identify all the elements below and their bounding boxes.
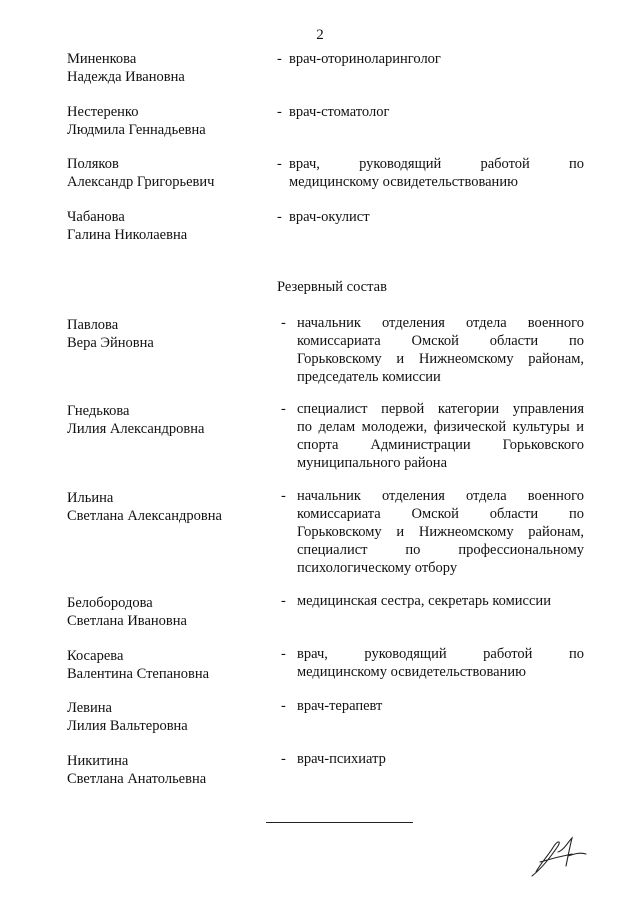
member-role — [297, 487, 584, 577]
member-given-name: Людмила Геннадьевна — [67, 122, 206, 138]
member-given-name: Лилия Александровна — [67, 421, 205, 437]
role-line: специалист по профессиональному — [297, 542, 584, 558]
member-surname: Миненкова — [67, 51, 137, 67]
dash: - — [281, 488, 286, 504]
member-given-name: Надежда Ивановна — [67, 69, 185, 85]
role-line: Горьковскому и Нижнеомскому районам, — [297, 524, 584, 540]
member-given-name: Светлана Анатольевна — [67, 771, 207, 787]
member-role — [289, 155, 584, 191]
member-role — [297, 645, 584, 681]
member-surname: Гнедькова — [67, 403, 130, 419]
role-line: спорта Администрации Горьковского — [297, 437, 584, 453]
member-role — [297, 592, 584, 610]
dash: - — [281, 646, 286, 662]
member-role — [297, 314, 584, 386]
member-surname: Ильина — [67, 490, 114, 506]
member-name — [67, 699, 267, 735]
member-name — [67, 402, 267, 438]
member-surname: Никитина — [67, 753, 129, 769]
role-line: врач, руководящий работой по — [297, 646, 584, 662]
role-line: председатель комиссии — [297, 369, 441, 385]
dash: - — [277, 156, 282, 172]
member-surname: Чабанова — [67, 209, 125, 225]
member-surname: Павлова — [67, 317, 119, 333]
member-surname: Левина — [67, 700, 112, 716]
role-line: медицинскому освидетельствованию — [297, 664, 526, 680]
member-surname: Поляков — [67, 156, 119, 172]
role-line: врач-окулист — [289, 209, 370, 225]
dash: - — [277, 104, 282, 120]
role-line: специалист первой категории управления — [297, 401, 584, 417]
dash: - — [277, 51, 282, 67]
member-given-name: Светлана Александровна — [67, 508, 222, 524]
member-given-name: Галина Николаевна — [67, 227, 188, 243]
member-name — [67, 50, 267, 86]
role-line: комиссариата Омской области по — [297, 333, 584, 349]
member-role — [289, 50, 584, 68]
role-line: врач-оториноларинголог — [289, 51, 441, 67]
closing-rule — [266, 822, 413, 823]
page-number: 2 — [316, 27, 324, 43]
role-line: врач, руководящий работой по — [289, 156, 584, 172]
member-surname: Белобородова — [67, 595, 153, 611]
member-given-name: Вера Эйновна — [67, 335, 154, 351]
member-name — [67, 316, 267, 352]
role-line: по делам молодежи, физической культуры и — [297, 419, 584, 435]
member-given-name: Валентина Степановна — [67, 666, 210, 682]
role-line: комиссариата Омской области по — [297, 506, 584, 522]
section-title-reserve: Резервный состав — [277, 279, 387, 295]
member-surname: Нестеренко — [67, 104, 139, 120]
signature-mark — [528, 832, 598, 882]
member-role — [297, 697, 584, 715]
member-given-name: Лилия Вальтеровна — [67, 718, 188, 734]
role-line: медицинскому освидетельствованию — [289, 174, 518, 190]
member-name — [67, 752, 267, 788]
member-role — [297, 400, 584, 472]
member-role — [289, 208, 584, 226]
role-line: врач-психиатр — [297, 751, 386, 767]
dash: - — [281, 698, 286, 714]
dash: - — [281, 315, 286, 331]
member-name — [67, 594, 267, 630]
role-line: психологическому отбору — [297, 560, 458, 576]
role-line: медицинская сестра, секретарь комиссии — [297, 593, 551, 609]
member-name — [67, 155, 267, 191]
member-surname: Косарева — [67, 648, 124, 664]
role-line: муниципального района — [297, 455, 447, 471]
member-name — [67, 103, 267, 139]
role-line: врач-стоматолог — [289, 104, 390, 120]
role-line: Горьковскому и Нижнеомскому районам, — [297, 351, 584, 367]
dash: - — [281, 593, 286, 609]
member-name — [67, 647, 267, 683]
role-line: врач-терапевт — [297, 698, 383, 714]
dash: - — [281, 751, 286, 767]
role-line: начальник отделения отдела военного — [297, 315, 584, 331]
member-name — [67, 489, 267, 525]
dash: - — [281, 401, 286, 417]
member-given-name: Александр Григорьевич — [67, 174, 215, 190]
member-given-name: Светлана Ивановна — [67, 613, 187, 629]
member-role — [289, 103, 584, 121]
member-role — [297, 750, 584, 768]
dash: - — [277, 209, 282, 225]
member-name — [67, 208, 267, 244]
role-line: начальник отделения отдела военного — [297, 488, 584, 504]
